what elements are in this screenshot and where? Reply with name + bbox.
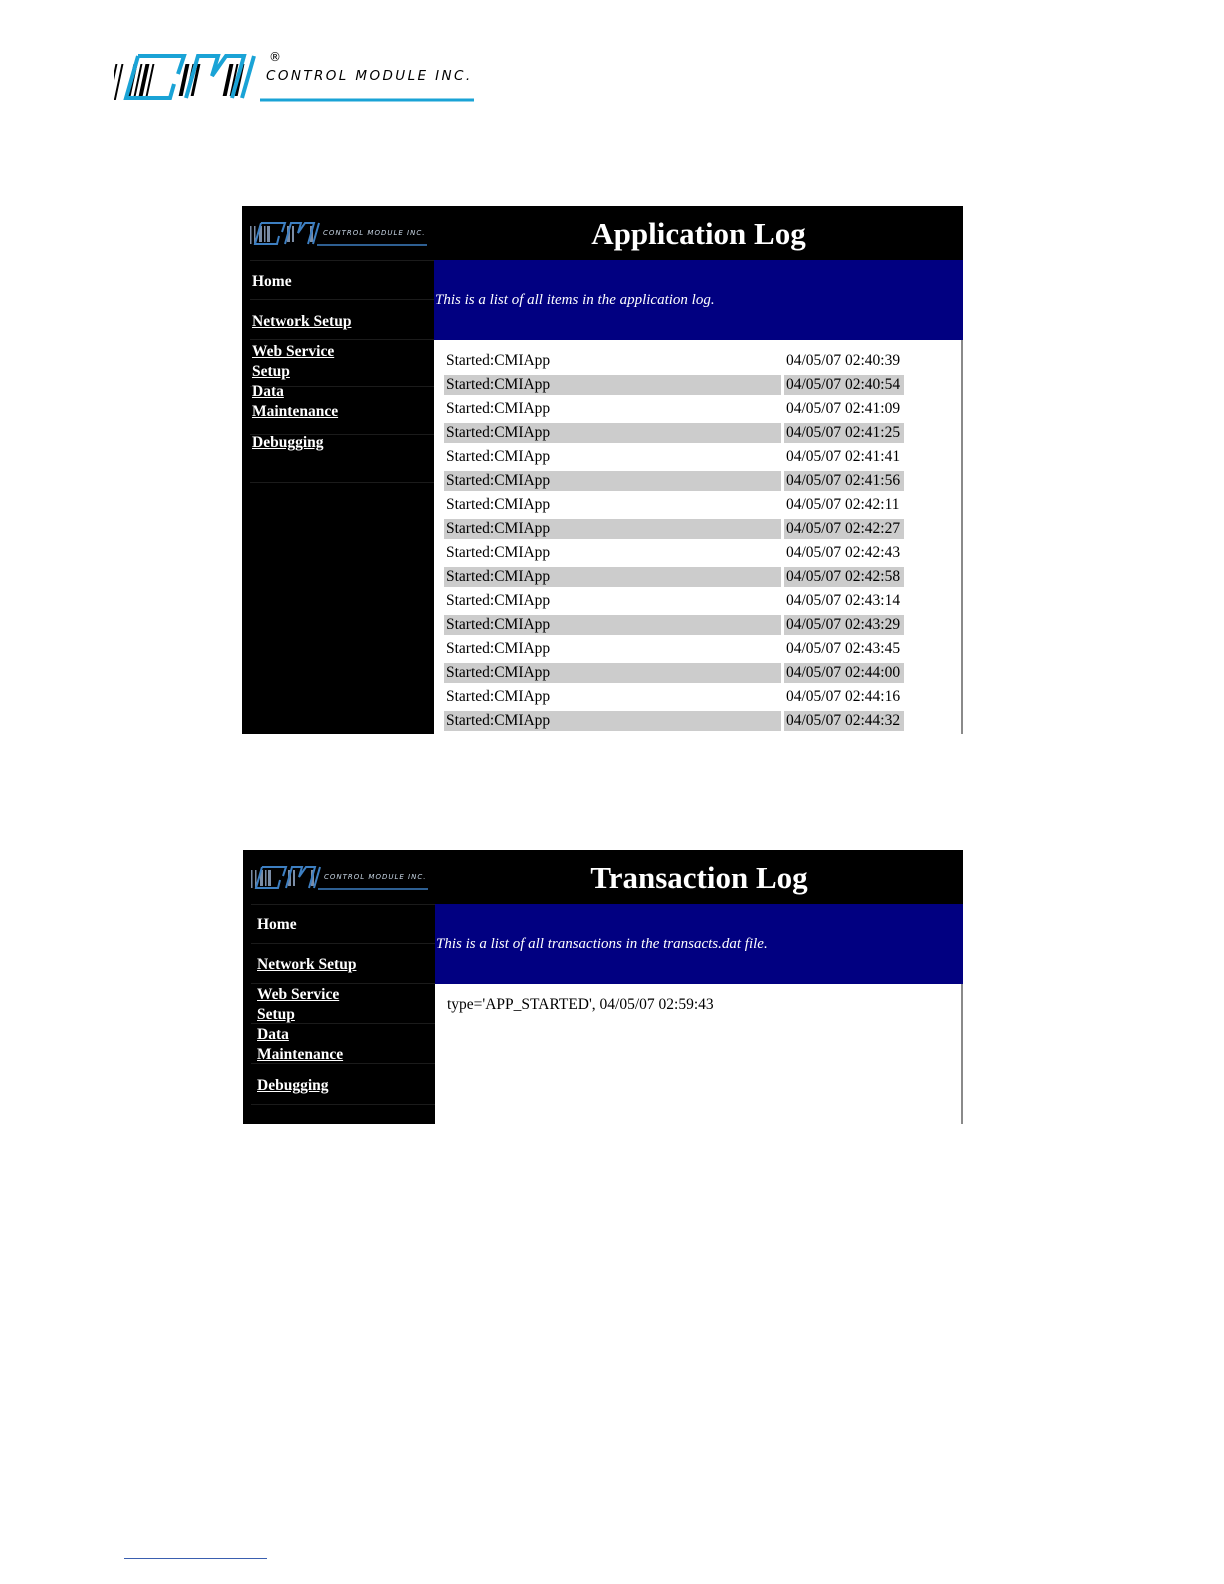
log-timestamp: 04/05/07 02:44:00 [784,663,904,687]
nav-web-service-setup[interactable] [257,985,339,1025]
sidebar-logo [247,220,429,248]
nav-debugging[interactable]: Debugging [257,1077,329,1094]
nav-divider [251,1104,435,1105]
log-message: Started:CMIApp [444,519,781,543]
log-timestamp: 04/05/07 02:41:56 [784,471,904,495]
log-row [444,543,904,567]
log-message: Started:CMIApp [444,471,781,495]
nav-divider [251,1063,435,1064]
log-message: Started:CMIApp [444,543,781,567]
nav-label-line: Web Service [252,343,335,360]
nav-divider [251,983,435,984]
nav-divider [250,482,434,483]
log-row [444,687,904,711]
nav-label-line: Setup [257,1006,295,1023]
log-message: Started:CMIApp [444,447,781,471]
log-timestamp: 04/05/07 02:40:39 [784,351,904,375]
transaction-content [435,984,963,1124]
log-row [444,639,904,663]
nav-label-line: Data [252,383,284,400]
log-timestamp: 04/05/07 02:44:16 [784,687,904,711]
nav-divider [250,299,434,300]
log-row [444,663,904,687]
log-row [444,351,904,375]
log-message: Started:CMIApp [444,615,781,639]
log-row [444,495,904,519]
log-rows [444,351,904,735]
log-message: Started:CMIApp [444,495,781,519]
log-message: Started:CMIApp [444,663,781,687]
page-title: Transaction Log [435,850,963,904]
sidebar-nav [242,206,434,734]
nav-data-maintenance[interactable] [252,382,338,422]
nav-divider [250,260,434,261]
log-message: Started:CMIApp [444,375,781,399]
nav-network-setup[interactable]: Network Setup [257,956,357,973]
log-message: Started:CMIApp [444,711,781,735]
log-timestamp: 04/05/07 02:43:29 [784,615,904,639]
log-message: Started:CMIApp [444,591,781,615]
log-timestamp: 04/05/07 02:43:14 [784,591,904,615]
log-row [444,375,904,399]
sidebar-logo-text: CONTROL MODULE INC. [323,229,426,237]
nav-divider [251,943,435,944]
log-row [444,423,904,447]
log-row [444,615,904,639]
log-row [444,591,904,615]
page-description: This is a list of all items in the application log. [434,260,963,340]
log-timestamp: 04/05/07 02:43:45 [784,639,904,663]
log-timestamp: 04/05/07 02:41:09 [784,399,904,423]
log-timestamp: 04/05/07 02:40:54 [784,375,904,399]
footer-rule [124,1558,267,1559]
transaction-log-screenshot [243,850,963,1124]
registered-mark: ® [269,50,281,64]
log-row [444,567,904,591]
log-timestamp: 04/05/07 02:42:43 [784,543,904,567]
nav-network-setup[interactable]: Network Setup [252,313,352,330]
nav-divider [250,339,434,340]
nav-label-line: Data [257,1026,289,1043]
nav-data-maintenance[interactable] [257,1025,343,1065]
log-timestamp: 04/05/07 02:41:25 [784,423,904,447]
nav-label-line: Maintenance [257,1046,344,1063]
log-message: Started:CMIApp [444,351,781,375]
nav-label-line: Web Service [257,986,340,1003]
page-description: This is a list of all transactions in the transacts.dat file. [435,904,963,984]
log-message: Started:CMIApp [444,567,781,591]
company-logo [114,52,486,106]
nav-divider [251,904,435,905]
nav-home[interactable]: Home [252,273,292,290]
nav-label-line: Maintenance [252,403,339,420]
nav-debugging[interactable]: Debugging [252,434,324,451]
log-content [434,340,963,734]
log-timestamp: 04/05/07 02:41:41 [784,447,904,471]
log-timestamp: 04/05/07 02:44:32 [784,711,904,735]
transaction-entry: type='APP_STARTED', 04/05/07 02:59:43 [447,996,714,1013]
sidebar-logo [248,864,430,892]
log-timestamp: 04/05/07 02:42:27 [784,519,904,543]
nav-divider [251,1023,435,1024]
log-row [444,447,904,471]
page-title: Application Log [434,206,963,260]
brand-name: CONTROL MODULE INC. [266,68,473,84]
log-message: Started:CMIApp [444,687,781,711]
sidebar-nav [243,850,435,1124]
application-log-table [444,351,904,735]
log-message: Started:CMIApp [444,423,781,447]
log-timestamp: 04/05/07 02:42:11 [784,495,904,519]
log-message: Started:CMIApp [444,639,781,663]
log-row [444,471,904,495]
nav-web-service-setup[interactable] [252,342,334,382]
log-message: Started:CMIApp [444,399,781,423]
log-row [444,519,904,543]
nav-label-line: Setup [252,363,290,380]
sidebar-logo-text: CONTROL MODULE INC. [324,873,427,881]
log-row [444,711,904,735]
application-log-screenshot [242,206,963,734]
nav-home[interactable]: Home [257,916,297,933]
log-timestamp: 04/05/07 02:42:58 [784,567,904,591]
log-row [444,399,904,423]
